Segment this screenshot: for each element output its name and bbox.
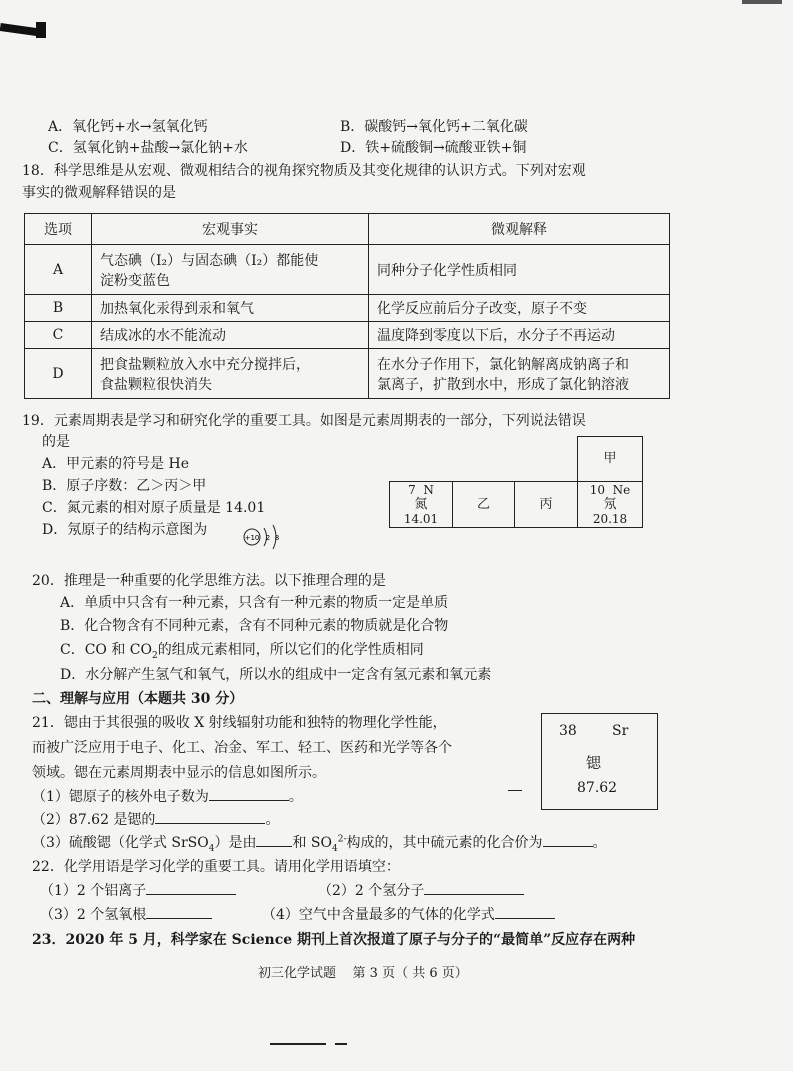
row-option: D	[25, 349, 92, 399]
answer-blank[interactable]	[543, 832, 593, 847]
atom-shell2-electrons: 8	[274, 534, 280, 542]
table-header-fact: 宏观事实	[92, 214, 369, 245]
subscript: 2	[152, 650, 158, 661]
row-explanation: 温度降到零度以下后，水分子不再运动	[369, 322, 670, 349]
periodic-cell-neon	[577, 481, 643, 528]
cell-symbol: Ne	[612, 483, 631, 497]
table-row	[25, 295, 670, 322]
table-header-explanation: 微观解释	[369, 214, 670, 245]
periodic-cell-nitrogen	[389, 481, 453, 528]
row-fact	[92, 245, 369, 295]
answer-blank[interactable]	[424, 880, 524, 895]
question-text: （1）2 个铝离子	[40, 883, 147, 899]
cell-symbol: N	[423, 483, 434, 497]
scan-mark-bottom	[335, 1043, 347, 1045]
sr-atomic-number: 38	[559, 723, 577, 739]
q18-stem-line2: 事实的微观解释错误的是	[22, 185, 176, 201]
q20-option-b: B．化合物含有不同种元素，含有不同种元素的物质就是化合物	[60, 618, 449, 634]
cell-atomic-mass: 20.18	[592, 512, 628, 526]
row-explanation	[369, 245, 670, 295]
scan-mark	[0, 22, 50, 40]
cell-element-name: 氖	[603, 497, 617, 512]
question-text: ）是由	[214, 835, 257, 851]
sr-atomic-mass: 87.62	[577, 780, 618, 796]
punctuation: 。	[288, 789, 303, 805]
q19-option-a: A．甲元素的符号是 He	[42, 456, 190, 472]
fact-line: 把食盐颗粒放入水中充分搅拌后，	[100, 356, 310, 373]
cell-label: 乙	[476, 497, 490, 512]
row-fact	[92, 349, 369, 399]
question-text: 和 SO	[292, 835, 332, 851]
q22-stem: 22．化学用语是学习化学的重要工具。请用化学用语填空：	[32, 859, 400, 875]
section-heading: 二、理解与应用（本题共 30 分）	[32, 691, 244, 707]
q21-part2	[32, 809, 279, 829]
table-row	[25, 322, 670, 349]
answer-blank[interactable]	[495, 904, 555, 919]
q22-part3	[40, 904, 212, 924]
row-explanation: 化学反应前后分子改变，原子不变	[369, 295, 670, 322]
periodic-cell-jia	[577, 436, 643, 482]
q19-option-c: C．氮元素的相对原子质量是 14.01	[42, 500, 266, 516]
answer-blank[interactable]	[209, 786, 289, 801]
row-option: A	[25, 245, 92, 295]
answer-blank[interactable]	[146, 880, 236, 895]
atom-nucleus-label: +10	[244, 534, 260, 542]
q23-stem-line1: 23．2020 年 5 月，科学家在 Science 期刊上首次报道了原子与分子的“最简单”反应存在两种	[32, 932, 636, 948]
row-explanation	[369, 349, 670, 399]
explanation-line: 同种分子化学性质相同	[377, 262, 517, 279]
cell-atomic-mass: 14.01	[403, 512, 439, 526]
question-text: （3）2 个氢氧根	[40, 907, 147, 923]
punctuation: 。	[592, 835, 607, 851]
q17-option-b: B．碳酸钙→氧化钙+二氧化碳	[340, 119, 528, 135]
q19-stem-line1: 19．元素周期表是学习和研究化学的重要工具。如图是元素周期表的一部分，下列说法错误	[22, 413, 586, 429]
question-text: 构成的，其中硫元素的化合价为	[346, 835, 543, 851]
q17-option-d: D．铁+硫酸铜→硫酸亚铁+铜	[340, 140, 527, 156]
punctuation: 。	[265, 812, 280, 828]
cell-element-name: 氮	[414, 497, 428, 512]
neon-atom-structure-diagram	[240, 522, 290, 552]
cell-atomic-number: 7	[408, 483, 416, 497]
question-text: （2）87.62 是锶的	[32, 812, 156, 828]
subscript: 4	[208, 843, 215, 854]
q21-stem-line3: 领域。锶在元素周期表中显示的信息如图所示。	[32, 765, 326, 781]
row-option: C	[25, 322, 92, 349]
fact-line: 食盐颗粒很快消失	[100, 376, 212, 393]
periodic-cell-yi	[452, 481, 515, 528]
q19-option-d: D．氖原子的结构示意图为	[42, 522, 208, 538]
row-option: B	[25, 295, 92, 322]
answer-blank[interactable]	[155, 809, 265, 824]
row-fact: 结成冰的水不能流动	[92, 322, 369, 349]
periodic-cell-bing	[514, 481, 578, 528]
q19-stem-line2: 的是	[42, 434, 70, 450]
page-footer: 初三化学试题 第 3 页（ 共 6 页）	[258, 966, 468, 981]
table-row	[25, 349, 670, 399]
strontium-element-box	[541, 713, 658, 810]
fact-line: 淀粉变蓝色	[100, 272, 170, 289]
scan-mark-bottom	[270, 1043, 326, 1045]
fact-line: 气态碘（I₂）与固态碘（I₂）都能使	[100, 252, 319, 269]
q21-stem-line1: 21．锶由于其很强的吸收 X 射线辐射功能和独特的物理化学性能，	[32, 715, 447, 731]
dash-mark	[508, 790, 522, 791]
q18-stem-line1: 18．科学思维是从宏观、微观相结合的视角探究物质及其变化规律的认识方式。下列对宏观	[22, 163, 586, 179]
text-part: C．CO 和 CO	[60, 642, 152, 658]
q20-stem: 20．推理是一种重要的化学思维方法。以下推理合理的是	[32, 573, 386, 589]
answer-blank[interactable]	[146, 904, 212, 919]
subscript: 4	[331, 843, 338, 854]
q18-table	[24, 213, 670, 399]
q21-part3	[32, 832, 607, 854]
q21-stem-line2: 而被广泛应用于电子、化工、冶金、军工、轻工、医药和光学等各个	[32, 740, 452, 756]
q22-part1	[40, 880, 236, 900]
q20-option-a: A．单质中只含有一种元素，只含有一种元素的物质一定是单质	[60, 595, 449, 611]
q20-option-d: D．水分解产生氢气和氧气，所以水的组成中一定含有氢元素和氧元素	[60, 667, 492, 683]
question-text: （4）空气中含量最多的气体的化学式	[262, 907, 495, 923]
table-header-option: 选项	[25, 214, 92, 245]
cell-label: 丙	[539, 497, 553, 512]
question-text: （3）硫酸锶（化学式 SrSO	[32, 835, 209, 851]
q22-part4	[262, 904, 555, 924]
q21-part1	[32, 786, 303, 806]
text-part: 的组成元素相同，所以它们的化学性质相同	[157, 642, 424, 658]
scan-mark-corner	[742, 0, 782, 4]
superscript: 2-	[337, 834, 347, 845]
q17-option-a: A．氧化钙+水→氢氧化钙	[48, 119, 208, 135]
question-text: （2）2 个氢分子	[318, 883, 425, 899]
row-fact: 加热氧化汞得到汞和氧气	[92, 295, 369, 322]
cell-atomic-number: 10	[589, 483, 606, 497]
sr-element-name: 锶	[586, 754, 602, 772]
atom-shell1-electrons: 2	[265, 534, 271, 542]
q22-part2	[318, 880, 524, 900]
q17-option-c: C．氢氧化钠+盐酸→氯化钠+水	[48, 140, 248, 156]
sr-symbol: Sr	[612, 723, 629, 739]
table-row	[25, 245, 670, 295]
explanation-line: 氯离子，扩散到水中，形成了氯化钠溶液	[377, 376, 629, 393]
q20-option-c	[60, 639, 424, 661]
q19-option-b: B．原子序数：乙＞丙＞甲	[42, 478, 207, 494]
answer-blank[interactable]	[256, 832, 292, 847]
question-text: （1）锶原子的核外电子数为	[32, 789, 209, 805]
explanation-line: 在水分子作用下，氯化钠解离成钠离子和	[377, 356, 629, 373]
cell-label: 甲	[603, 451, 617, 466]
